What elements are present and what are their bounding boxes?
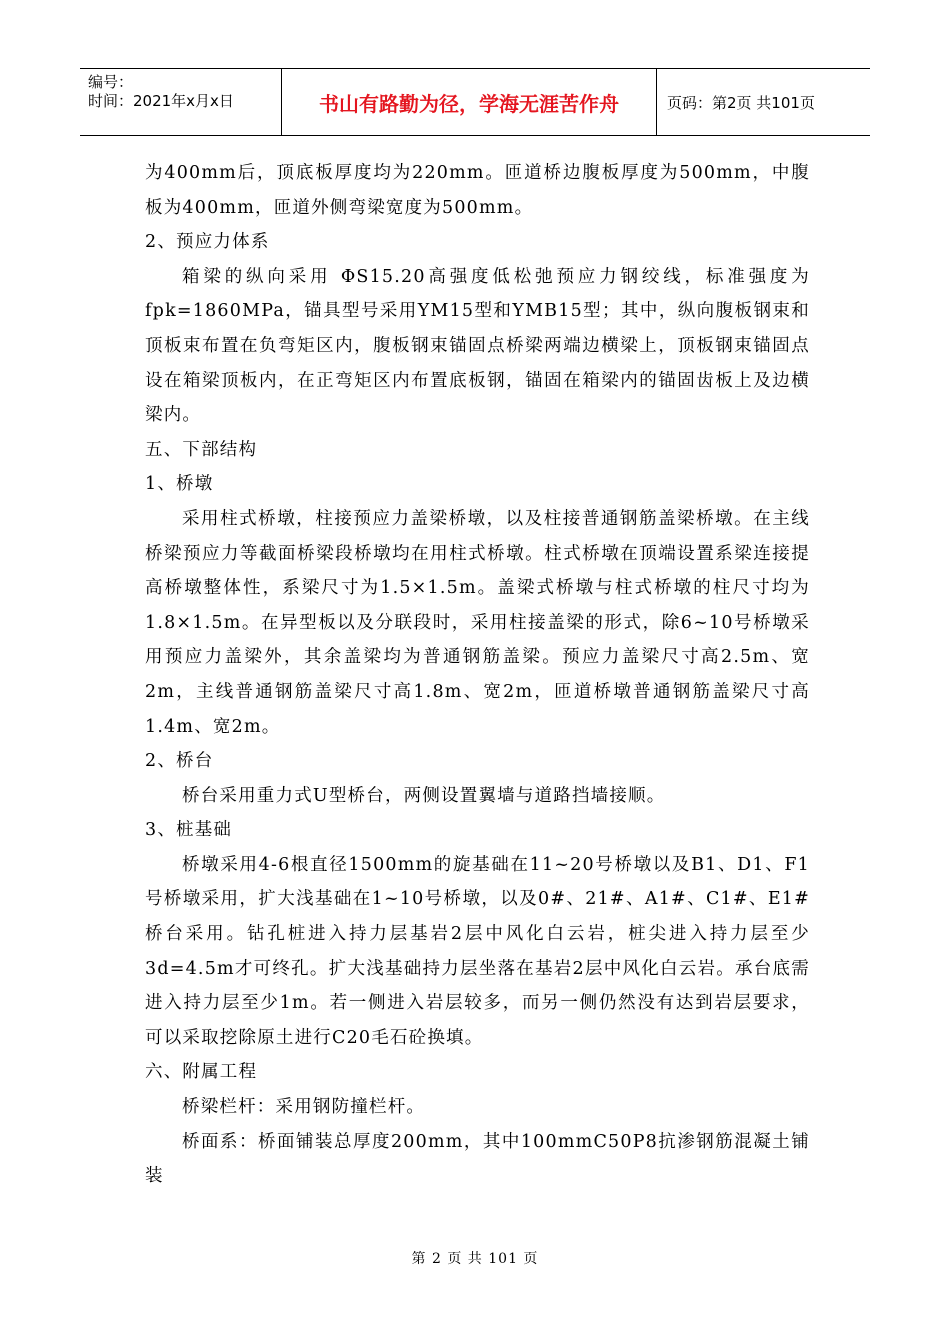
paragraph: 桥墩采用4-6根直径1500mm的旋基础在11~20号桥墩以及B1、D1、F1号桥墩采用，扩大浅基础在1~10号桥墩，以及0#、21#、A1#、C1#、E1#桥台采用。钻孔桩进入持力层基岩2层中风化白云岩，桩尖进入持力层至少3d=4.5m才可终孔。扩大浅基础持力层坐落在基岩2层中风化白云岩。承台底需进入持力层至少1m。若一侧进入岩层较多，而另一侧仍然没有达到岩层要求，可以采取挖除原土进行C20毛石砼换填。 xyxy=(145,854,810,1048)
header-meta xyxy=(80,69,282,135)
paragraph: 3、桩基础 xyxy=(145,820,233,841)
paragraph: 2、桥台 xyxy=(145,751,214,772)
paragraph: 1、桥墩 xyxy=(145,474,214,495)
page-footer: 第 2 页 共 101 页 xyxy=(411,1251,539,1267)
paragraph: 桥台采用重力式U型桥台，两侧设置翼墙与道路挡墙接顺。 xyxy=(182,785,666,806)
paragraph: 2、预应力体系 xyxy=(145,232,270,253)
paragraph: 桥面系：桥面铺装总厚度200mm，其中100mmC50P8抗渗钢筋混凝土铺装 xyxy=(145,1131,810,1187)
number-label: 编号： xyxy=(88,73,134,91)
paragraph: 箱梁的纵向采用 ΦS15.20高强度低松弛预应力钢绞线，标准强度为fpk=1860MPa，锚具型号采用YM15型和YMB15型；其中，纵向腹板钢束和顶板束布置在负弯矩区内，腹板钢束锚固点桥梁两端边横梁上，顶板钢束锚固点设在箱梁顶板内，在正弯矩区内布置底板钢，锚固在箱梁内的锚固齿板上及边横梁内。 xyxy=(145,266,810,426)
paragraph: 五、下部结构 xyxy=(145,439,258,460)
paragraph: 桥梁栏杆：采用钢防撞栏杆。 xyxy=(182,1097,426,1118)
paragraph: 为400mm后，顶底板厚度均为220mm。匝道桥边腹板厚度为500mm，中腹板为400mm，匝道外侧弯梁宽度为500mm。 xyxy=(145,163,810,218)
time-label: 时间：2021年x月x日 xyxy=(88,92,234,110)
header-page-info: 页码：第2页 共101页 xyxy=(667,93,815,112)
paragraph: 六、附属工程 xyxy=(145,1062,258,1083)
paragraph: 采用柱式桥墩，柱接预应力盖梁桥墩，以及柱接普通钢筋盖梁桥墩。在主线桥梁预应力等截面桥梁段桥墩均在用柱式桥墩。柱式桥墩在顶端设置系梁连接提高桥墩整体性，系梁尺寸为1.5×1.5m。盖梁式桥墩与柱式桥墩的柱尺寸均为1.8×1.5m。在异型板以及分联段时，采用柱接盖梁的形式，除6~10号桥墩采用预应力盖梁外，其余盖梁均为普通钢筋盖梁。预应力盖梁尺寸高2.5m、宽2m，主线普通钢筋盖梁尺寸高1.8m、宽2m，匝道桥墩普通钢筋盖梁尺寸高1.4m、宽2m。 xyxy=(145,508,810,737)
header-motto: 书山有路勤为径，学海无涯苦作舟 xyxy=(282,69,657,135)
page-header xyxy=(80,68,870,136)
document-body xyxy=(145,156,810,1194)
